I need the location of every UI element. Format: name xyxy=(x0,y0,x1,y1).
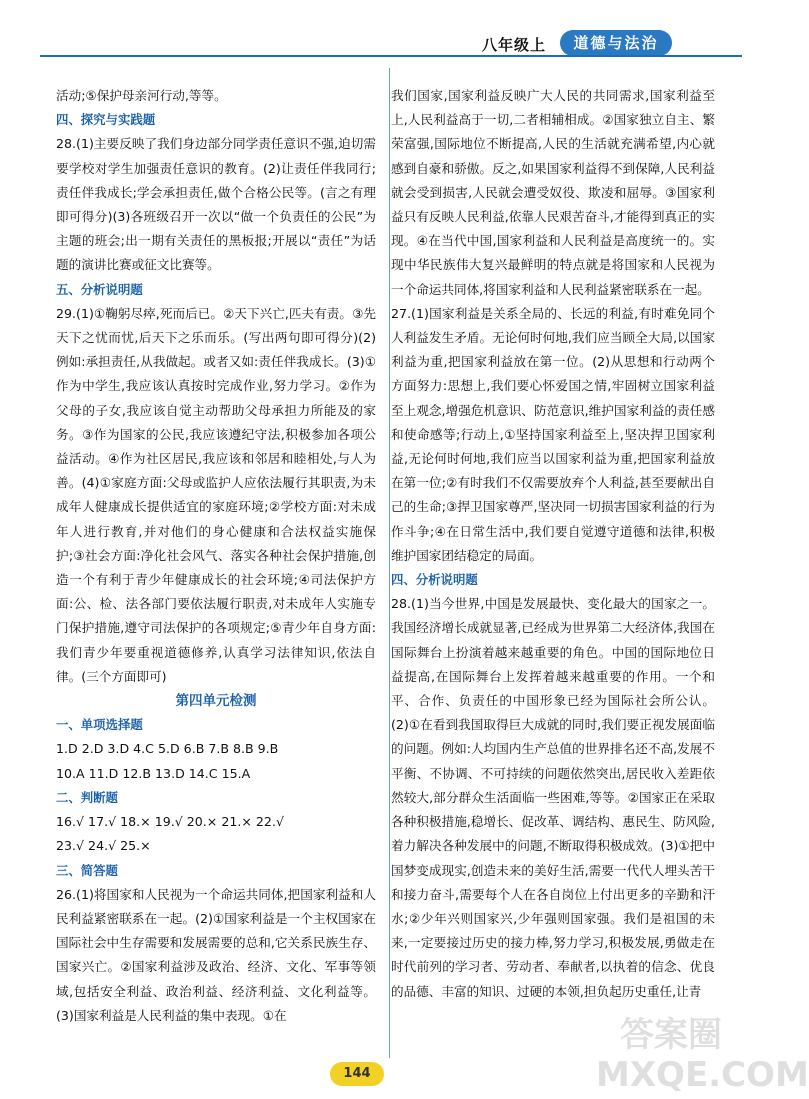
answer-paragraph: 28.(1)当今世界,中国是发展最快、变化最大的国家之一。我国经济增长成就显著,已经成为世界第二大经济体,我国在国际舞台上扮演着越来越重要的角色。中国的国际地位日益提高,在国际舞台上发挥着越来越重要的作用。一个和平、合作、负责任的中国形象已经为国际社会所公认。(2)①在看到我国取得巨大成就的同时,我们要正视发展面临的问题。例如:人均国内生产总值的世界排名还不高,发展不平衡、不协调、不可持续的问题依然突出,居民收入差距依然较大,部分群众生活面临一些困难,等等。②国家正在采取各种积极措施,稳增长、促改革、调结构、惠民生、防风险,着力解决各种发展中的问题,不断取得积极成效。(3)①把中国梦变成现实,创造未来的美好生活,需要一代代人埋头苦干和接力奋斗,需要每个人在各自岗位上付出更多的辛勤和汗水;②少年兴则国家兴,少年强则国家强。我们是祖国的未来,一定要接过历史的接力棒,努力学习,积极发展,勇做走在时代前列的学习者、劳动者、奉献者,以执着的信念、优良的品德、丰富的知识、过硬的本领,担负起历史重任,让青 xyxy=(391,596,715,999)
watermark-logo: 答案圈 MXQE.COM xyxy=(596,1015,809,1095)
section-heading: 三、简答题 xyxy=(56,862,118,878)
page-header xyxy=(0,0,750,60)
answer-paragraph: 27.(1)国家利益是关系全局的、长远的利益,有时难免同个人利益发生矛盾。无论何时何地,我们应当顾全大局,以国家利益为重,把国家利益放在第一位。(2)从思想和行动两个方面努力:思想上,我们要心怀爱国之情,牢固树立国家利益至上观念,增强危机意识、防范意识,维护国家利益的责任感和使命感等;行动上,①坚持国家利益至上,坚决捍卫国家利益,无论何时何地,我们应当以国家利益为重,把国家利益放在第一位;②有时我们不仅需要放弃个人利益,甚至要献出自己的生命;③捍卫国家尊严,坚决同一切损害国家利益的行为作斗争;④在日常生活中,我们要自觉遵守道德和法律,积极维护国家团结稳定的局面。 xyxy=(391,305,715,563)
column-divider xyxy=(389,68,390,1058)
section-heading: 一、单项选择题 xyxy=(56,717,143,733)
section-heading: 四、探究与实践题 xyxy=(56,112,156,128)
answer-paragraph: 29.(1)①鞠躬尽瘁,死而后已。②天下兴亡,匹夫有责。③先天下之忧而忧,后天下之乐而乐。(写出两句即可得分)(2)例如:承担责任,从我做起。或者又如:责任伴我成长。(3)①作为中学生,我应该认真按时完成作业,努力学习。②作为父母的子女,我应该自觉主动帮助父母承担力所能及的家务。③作为国家的公民,我应该遵纪守法,积极参加各项公益活动。④作为社区居民,我应该和邻居和睦相处,与人为善。(4)①家庭方面:父母或监护人应依法履行其职责,为未成年人健康成长提供适宜的家庭环境;②学校方面:对未成年人进行教育,并对他们的身心健康和合法权益实施保护;③社会方面:净化社会风气、落实各种社会保护措施,创造一个有利于青少年健康成长的社会环境;④司法保护方面:公、检、法各部门要依法履行职责,对未成年人实施专门保护措施,遵守司法保护的各项规定;⑤青少年自身方面:我们青少年要重视道德修养,认真学习法律知识,依法自律。(三个方面即可) xyxy=(56,305,376,684)
subject-badge: 道德与法治 xyxy=(560,30,672,56)
section-heading: 四、分析说明题 xyxy=(391,572,478,588)
answer-paragraph: 10.A 11.D 12.B 13.D 14.C 15.A xyxy=(56,765,251,781)
page-number: 144 xyxy=(330,1062,384,1086)
answer-paragraph: 活动;⑤保护母亲河行动,等等。 xyxy=(56,88,227,103)
right-column xyxy=(391,84,715,1004)
section-heading: 五、分析说明题 xyxy=(56,281,143,297)
answer-paragraph: 23.√ 24.√ 25.× xyxy=(56,838,151,854)
unit-title: 第四单元检测 xyxy=(175,693,257,710)
section-heading: 二、判断题 xyxy=(56,789,118,805)
answer-paragraph: 26.(1)将国家和人民视为一个命运共同体,把国家利益和人民利益紧密联系在一起。(2)①国家利益是一个主权国家在国际社会中生存需要和发展需要的总和,它关系民族生存、国家兴亡。②国家利益涉及政治、经济、文化、军事等领域,包括安全利益、政治利益、经济利益、文化利益等。(3)国家利益是人民利益的集中表现。①在 xyxy=(56,886,376,1023)
left-column xyxy=(56,84,376,1028)
answer-paragraph: 16.√ 17.√ 18.× 19.√ 20.× 21.× 22.√ xyxy=(56,814,284,830)
answer-paragraph: 28.(1)主要反映了我们身边部分同学责任意识不强,迫切需要学校对学生加强责任意识的教育。(2)让责任伴我同行;责任伴我成长;学会承担责任,做个合格公民等。(言之有理即可得分)(3)各班级召开一次以“做一个负责任的公民”为主题的班会;出一期有关责任的黑板报;开展以“责任”为话题的演讲比赛或征文比赛等。 xyxy=(56,136,376,273)
header-rule xyxy=(40,55,742,57)
answer-paragraph: 我们国家,国家利益反映广大人民的共同需求,国家利益至上,人民利益高于一切,二者相辅相成。②国家独立自主、繁荣富强,国际地位不断提高,人民的生活就充满希望,内心就感到自豪和骄傲。反之,如果国家利益得不到保障,人民利益就会受到损害,人民就会遭受奴役、欺凌和屈辱。③国家利益只有反映人民利益,依靠人民艰苦奋斗,才能得到真正的实现。④在当代中国,国家利益和人民利益是高度统一的。实现中华民族伟大复兴最鲜明的特点就是将国家和人民视为一个命运共同体,将国家利益和人民利益紧密联系在一起。 xyxy=(391,88,715,297)
answer-paragraph: 1.D 2.D 3.D 4.C 5.D 6.B 7.B 8.B 9.B xyxy=(56,741,279,757)
grade-label: 八年级上 xyxy=(482,36,547,54)
